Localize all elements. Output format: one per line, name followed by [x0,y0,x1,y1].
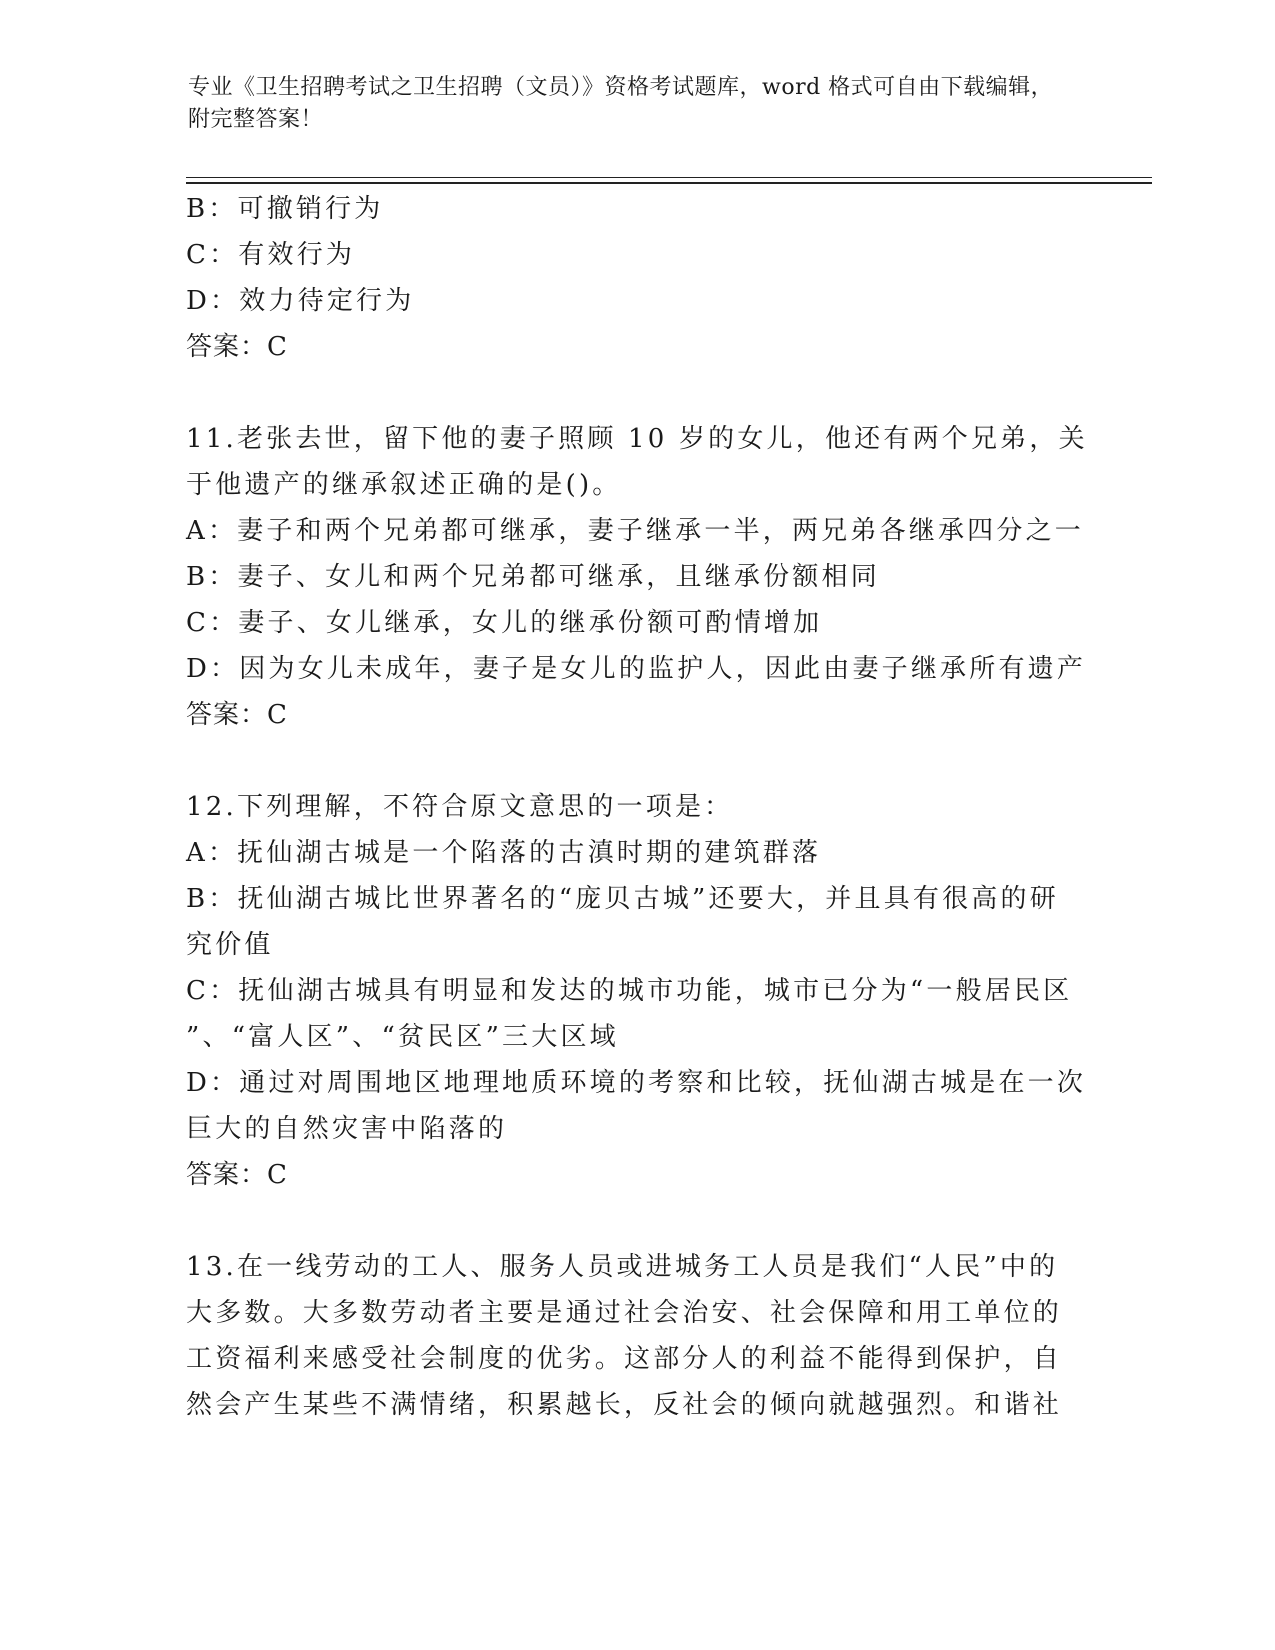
q10-answer: 答案：C [186,332,288,362]
spacer [186,370,1086,416]
q11-option-a: A：妻子和两个兄弟都可继承，妻子继承一半，两兄弟各继承四分之一 [186,516,1084,546]
q12-option-b-line2: 究价值 [186,930,274,960]
header-rule-thin [186,177,1152,178]
question-10-tail [186,186,1086,370]
q10-option-d: D：效力待定行为 [186,286,415,316]
q12-option-d-line1: D：通过对周围地区地理地质环境的考察和比较，抚仙湖古城是在一次 [186,1068,1087,1098]
q13-line: 工资福利来感受社会制度的优劣。这部分人的利益不能得到保护，自 [186,1344,1063,1374]
q11-option-c: C：妻子、女儿继承，女儿的继承份额可酌情增加 [186,608,823,638]
q11-answer: 答案：C [186,700,288,730]
q11-stem-line1: 11.老张去世，留下他的妻子照顾 10 岁的女儿，他还有两个兄弟，关 [186,424,1088,454]
question-content [186,186,1086,1428]
header-text: 专业《卫生招聘考试之卫生招聘（文员）》资格考试题库，word 格式可自由下载编辑，附完整答案！ [188,75,1054,132]
question-12 [186,784,1086,1198]
q12-option-a: A：抚仙湖古城是一个陷落的古滇时期的建筑群落 [186,838,822,868]
q13-line: 然会产生某些不满情绪，积累越长，反社会的倾向就越强烈。和谐社 [186,1390,1063,1420]
spacer [186,1198,1086,1244]
page-header [188,72,1068,136]
question-13 [186,1244,1086,1428]
q12-stem: 12.下列理解，不符合原文意思的一项是： [186,792,734,822]
q10-option-b: B：可撤销行为 [186,194,384,224]
q12-answer: 答案：C [186,1160,288,1190]
spacer [186,738,1086,784]
header-rule-thick [186,182,1152,184]
q12-option-b-line1: B：抚仙湖古城比世界著名的“庞贝古城”还要大，并且具有很高的研 [186,884,1059,914]
q11-stem-line2: 于他遗产的继承叙述正确的是()。 [186,470,622,500]
q11-option-b: B：妻子、女儿和两个兄弟都可继承，且继承份额相同 [186,562,880,592]
q13-line: 13.在一线劳动的工人、服务人员或进城务工人员是我们“人民”中的 [186,1252,1059,1282]
q12-option-c-line2: ”、“富人区”、“贫民区”三大区域 [186,1022,619,1052]
q10-option-c: C：有效行为 [186,240,356,270]
q13-line: 大多数。大多数劳动者主要是通过社会治安、社会保障和用工单位的 [186,1298,1063,1328]
question-11 [186,416,1086,738]
q12-option-c-line1: C：抚仙湖古城具有明显和发达的城市功能，城市已分为“一般居民区 [186,976,1073,1006]
q11-option-d: D：因为女儿未成年，妻子是女儿的监护人，因此由妻子继承所有遗产 [186,654,1087,684]
q12-option-d-line2: 巨大的自然灾害中陷落的 [186,1114,508,1144]
